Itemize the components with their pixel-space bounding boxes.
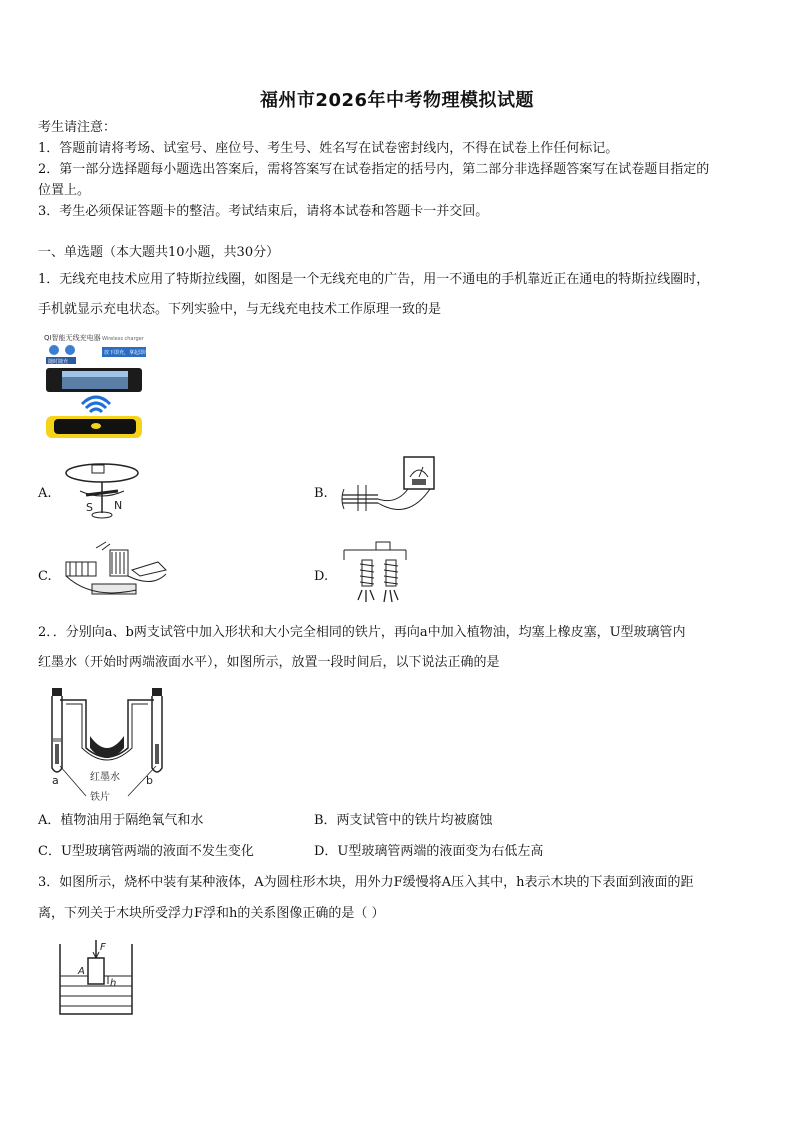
block-a-label: A bbox=[78, 966, 85, 977]
ad-label: QI智能无线充电器 bbox=[44, 334, 101, 342]
notice-2: 2．第一部分选择题每小题选出答案后，需将答案写在试卷指定的括号内，第二部分非选择题答案写在试卷题目指定的 bbox=[38, 162, 710, 177]
q1-stem-line1: 1．无线充电技术应用了特斯拉线圈，如图是一个无线充电的广告，用一不通电的手机靠近正在通电的特斯拉线圈时， bbox=[38, 272, 710, 287]
iron-label: 铁片 bbox=[90, 792, 110, 803]
q2-test-tube-figure bbox=[46, 686, 176, 806]
ad-sublabel: Wireless charger bbox=[102, 336, 144, 342]
q1-option-b-label: B. bbox=[314, 486, 328, 501]
q3-stem-line2: 离，下列关于木块所受浮力F浮和h的关系图像正确的是（ ） bbox=[38, 906, 385, 921]
q1-option-c-figure bbox=[62, 540, 174, 602]
q1-option-a-figure bbox=[62, 455, 144, 521]
notice-1: 1．答题前请将考场、试室号、座位号、考生号、姓名写在试卷密封线内，不得在试卷上作任何标记。 bbox=[38, 141, 619, 156]
q1-option-c-label: C. bbox=[38, 569, 52, 584]
q2-option-b: B．两支试管中的铁片均被腐蚀 bbox=[314, 813, 493, 828]
q2-stem-line1: 2．．分别向a、b两支试管中加入形状和大小完全相同的铁片，再向a中加入植物油，均塞上橡皮塞，U型玻璃管内 bbox=[38, 625, 686, 640]
q2-option-d: D．U型玻璃管两端的液面变为右低左高 bbox=[314, 844, 544, 859]
q3-stem-line1: 3．如图所示，烧杯中装有某种液体，A为圆柱形木块，用外力F缓慢将A压入其中，h表示木块的下表面到液面的距 bbox=[38, 875, 694, 890]
q2-option-c: C．U型玻璃管两端的液面不发生变化 bbox=[38, 844, 254, 859]
ad-tag1: 随时随充 bbox=[48, 359, 69, 365]
q2-stem-line2: 红墨水（开始时两端液面水平），如图所示，放置一段时间后，以下说法正确的是 bbox=[38, 655, 500, 670]
page-title: 福州市2026年中考物理模拟试题 bbox=[259, 90, 535, 111]
q2-option-a: A．植物油用于隔绝氧气和水 bbox=[38, 813, 204, 828]
notice-2-cont: 位置上。 bbox=[38, 183, 91, 198]
q3-beaker-figure bbox=[56, 938, 136, 1018]
q1-option-a-label: A. bbox=[38, 486, 52, 501]
force-f-label: F bbox=[100, 942, 106, 953]
ad-tag2: 放下即充，拿起即用 bbox=[104, 350, 150, 356]
tube-a-label: a bbox=[52, 774, 59, 787]
red-ink-label: 红墨水 bbox=[90, 772, 120, 783]
magnet-n-label: N bbox=[114, 499, 123, 512]
depth-h-label: h bbox=[110, 978, 117, 989]
magnet-s-label: S bbox=[86, 501, 93, 514]
q1-option-b-figure bbox=[338, 455, 438, 525]
tube-b-label: b bbox=[146, 774, 153, 787]
q1-stem-line2: 手机就显示充电状态。下列实验中，与无线充电技术工作原理一致的是 bbox=[38, 302, 442, 317]
q1-option-d-label: D. bbox=[314, 569, 329, 584]
section-heading: 一、单选题（本大题共10小题，共30分） bbox=[38, 245, 280, 260]
wireless-charger-ad-image bbox=[40, 328, 152, 444]
q1-option-d-figure bbox=[340, 540, 410, 608]
notice-3: 3．考生必须保证答题卡的整洁。考试结束后，请将本试卷和答题卡一并交回。 bbox=[38, 204, 489, 219]
notice-heading: 考生请注意： bbox=[38, 120, 117, 135]
